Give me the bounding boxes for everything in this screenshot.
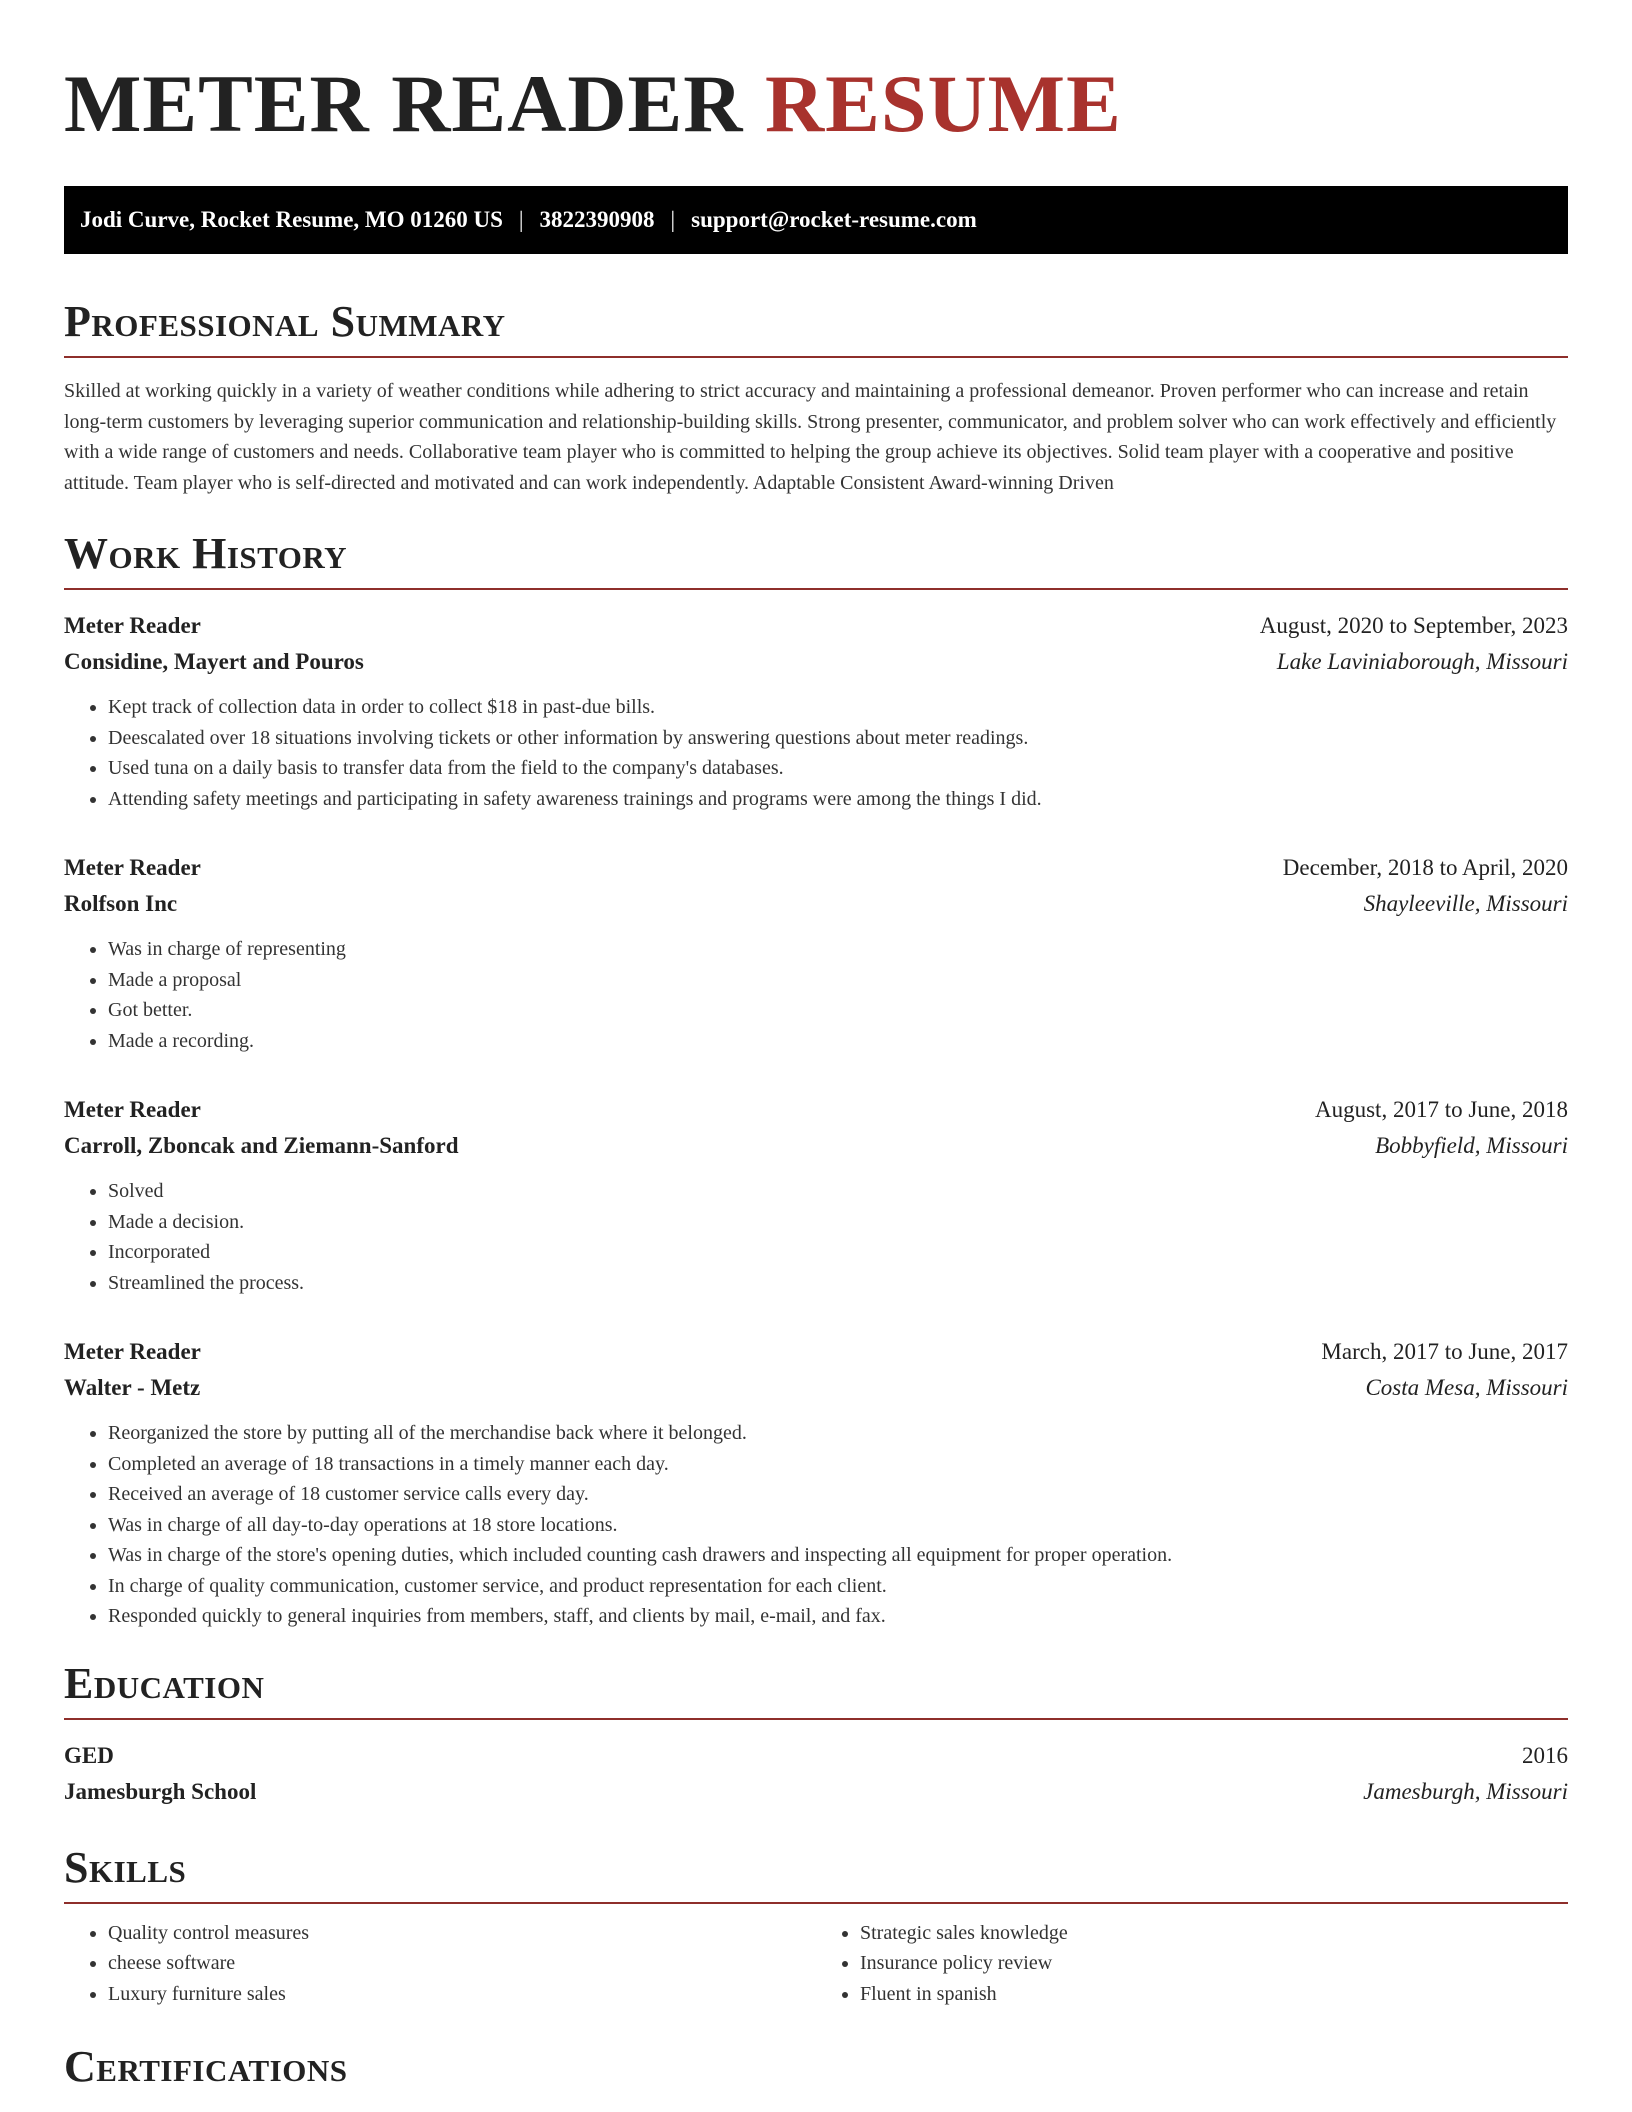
job-bullet: • Reorganized the store by putting all of the merchandise back where it belonged. bbox=[108, 1418, 1568, 1449]
skill-item: • Fluent in spanish bbox=[860, 1979, 1568, 2010]
job-header-row bbox=[64, 608, 1568, 644]
job-bullet: • Incorporated bbox=[108, 1237, 1568, 1268]
job-company: Walter - Metz bbox=[64, 1375, 201, 1400]
certifications-section bbox=[64, 2041, 1568, 2101]
job-company: Rolfson Inc bbox=[64, 891, 178, 916]
contact-bar bbox=[64, 186, 1568, 254]
job-bullet: • Deescalated over 18 situations involving tickets or other information by answering questions about meter readings. bbox=[108, 723, 1568, 754]
job-bullet: • Was in charge of representing bbox=[108, 934, 1568, 965]
job-bullet: • Got better. bbox=[108, 995, 1568, 1026]
job-header-row bbox=[64, 1334, 1568, 1370]
job-title: Meter Reader bbox=[64, 855, 201, 880]
skills-heading: Skills bbox=[64, 1842, 1568, 1904]
job-title: Meter Reader bbox=[64, 1339, 201, 1364]
job-bullet: • Streamlined the process. bbox=[108, 1268, 1568, 1299]
skills-grid bbox=[64, 1918, 1568, 2010]
job-dates: March, 2017 to June, 2017 bbox=[1321, 1339, 1568, 1364]
job-entry bbox=[64, 850, 1568, 1056]
job-bullet: • Received an average of 18 customer service calls every day. bbox=[108, 1479, 1568, 1510]
job-location: Lake Laviniaborough, Missouri bbox=[1276, 649, 1568, 674]
job-bullets bbox=[64, 692, 1568, 814]
contact-separator: | bbox=[518, 207, 524, 232]
job-bullet: • Attending safety meetings and participating in safety awareness trainings and programs were among the things I did. bbox=[108, 784, 1568, 815]
job-header-row bbox=[64, 850, 1568, 886]
job-entry bbox=[64, 608, 1568, 814]
job-location: Bobbyfield, Missouri bbox=[1375, 1133, 1568, 1158]
education-degree: GED bbox=[64, 1742, 114, 1768]
job-title: Meter Reader bbox=[64, 1097, 201, 1122]
job-bullet: • Made a proposal bbox=[108, 965, 1568, 996]
title-accent: RESUME bbox=[764, 58, 1122, 149]
education-school-row bbox=[64, 1774, 1568, 1810]
skills-section bbox=[64, 1842, 1568, 2010]
job-bullet: • Solved bbox=[108, 1176, 1568, 1207]
job-bullet: • Used tuna on a daily basis to transfer data from the field to the company's databases. bbox=[108, 753, 1568, 784]
job-company: Considine, Mayert and Pouros bbox=[64, 649, 364, 674]
contact-address: Jodi Curve, Rocket Resume, MO 01260 US bbox=[80, 207, 503, 232]
contact-email[interactable]: support@rocket-resume.com bbox=[691, 207, 977, 232]
summary-heading: Professional Summary bbox=[64, 296, 1568, 358]
job-entry bbox=[64, 1092, 1568, 1298]
job-company: Carroll, Zboncak and Ziemann-Sanford bbox=[64, 1133, 459, 1158]
job-dates: August, 2017 to June, 2018 bbox=[1315, 1097, 1568, 1122]
job-bullets bbox=[64, 1176, 1568, 1298]
job-bullets bbox=[64, 1418, 1568, 1632]
skill-item: • Luxury furniture sales bbox=[108, 1979, 816, 2010]
job-company-row bbox=[64, 886, 1568, 922]
work-history-heading: Work History bbox=[64, 528, 1568, 590]
summary-text: Skilled at working quickly in a variety of weather conditions while adhering to strict accuracy and maintaining a professional demeanor. Proven performer who can increase and retain long-term customers by leveraging superior communication and relationship-building skills. Strong presenter, communicator, and problem solver who can work effectively and efficiently with a wide range of customers and needs. Collaborative team player who is committed to helping the group achieve its objectives. Solid team player with a cooperative and positive attitude. Team player who is self-directed and motivated and can work independently. Adaptable Consistent Award-winning Driven bbox=[64, 380, 1557, 494]
skills-column-right bbox=[816, 1918, 1568, 2010]
contact-phone: 3822390908 bbox=[539, 207, 655, 232]
summary-section bbox=[64, 296, 1568, 498]
skill-item: • Strategic sales knowledge bbox=[860, 1918, 1568, 1949]
job-title: Meter Reader bbox=[64, 613, 201, 638]
education-school: Jamesburgh School bbox=[64, 1778, 257, 1804]
education-section bbox=[64, 1658, 1568, 1810]
certifications-heading: Certifications bbox=[64, 2042, 348, 2091]
education-year: 2016 bbox=[1522, 1742, 1568, 1768]
education-heading: Education bbox=[64, 1658, 1568, 1720]
job-bullet: • Was in charge of the store's opening duties, which included counting cash drawers and inspecting all equipment for proper operation. bbox=[108, 1540, 1568, 1571]
job-bullet: • Made a recording. bbox=[108, 1026, 1568, 1057]
title-main: METER READER bbox=[64, 58, 744, 149]
skills-column-left bbox=[64, 1918, 816, 2010]
job-company-row bbox=[64, 1128, 1568, 1164]
job-location: Costa Mesa, Missouri bbox=[1365, 1375, 1568, 1400]
skill-item: • cheese software bbox=[108, 1948, 816, 1979]
job-company-row bbox=[64, 644, 1568, 680]
job-location: Shayleeville, Missouri bbox=[1363, 891, 1568, 916]
job-bullet: • Was in charge of all day-to-day operations at 18 store locations. bbox=[108, 1510, 1568, 1541]
work-history-section bbox=[64, 528, 1568, 1632]
skill-item: • Insurance policy review bbox=[860, 1948, 1568, 1979]
education-location: Jamesburgh, Missouri bbox=[1363, 1778, 1568, 1804]
education-degree-row bbox=[64, 1738, 1568, 1774]
job-bullets bbox=[64, 934, 1568, 1056]
resume-title bbox=[64, 56, 1568, 152]
job-entry bbox=[64, 1334, 1568, 1632]
job-header-row bbox=[64, 1092, 1568, 1128]
job-dates: December, 2018 to April, 2020 bbox=[1282, 855, 1568, 880]
job-bullet: • Completed an average of 18 transactions in a timely manner each day. bbox=[108, 1449, 1568, 1480]
job-company-row bbox=[64, 1370, 1568, 1406]
education-entry bbox=[64, 1738, 1568, 1810]
job-bullet: • In charge of quality communication, customer service, and product representation for each client. bbox=[108, 1571, 1568, 1602]
job-dates: August, 2020 to September, 2023 bbox=[1259, 613, 1568, 638]
skill-item: • Quality control measures bbox=[108, 1918, 816, 1949]
contact-separator: | bbox=[670, 207, 676, 232]
job-bullet: • Made a decision. bbox=[108, 1207, 1568, 1238]
job-bullet: • Kept track of collection data in order to collect $18 in past-due bills. bbox=[108, 692, 1568, 723]
job-bullet: • Responded quickly to general inquiries from members, staff, and clients by mail, e-mail, and fax. bbox=[108, 1601, 1568, 1632]
